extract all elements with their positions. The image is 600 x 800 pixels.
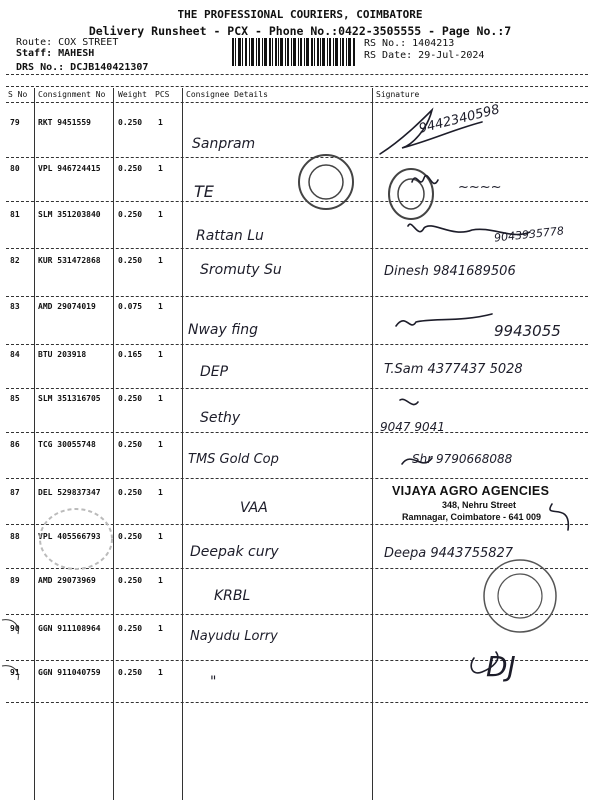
row-consignment: DEL 529837347 <box>38 488 101 497</box>
signature-handwriting: Shr 9790668088 <box>412 452 513 466</box>
signature-strokes <box>372 100 600 700</box>
row-weight: 0.250 <box>118 532 143 541</box>
row-pcs: 1 <box>158 164 163 173</box>
signature-handwriting: 9442340598 <box>417 102 502 137</box>
header-rule <box>6 74 588 75</box>
stamp-address-line1: 348, Nehru Street <box>442 500 517 510</box>
drs-number: DRS No.: DCJB140421307 <box>16 62 149 73</box>
row-sno: 80 <box>10 164 20 173</box>
col-header-consignment: Consignment No <box>38 90 106 99</box>
consignee-handwriting: VAA <box>240 500 268 516</box>
row-consignment: GGN 911040759 <box>38 668 101 677</box>
stamp-address-line2: Ramnagar, Coimbatore - 641 009 <box>402 512 542 522</box>
row-weight: 0.250 <box>118 394 143 403</box>
row-consignment: TCG 30055748 <box>38 440 96 449</box>
consignee-handwriting: Sromuty Su <box>200 262 282 278</box>
signature-handwriting: Dinesh 9841689506 <box>384 264 516 279</box>
col-header-weight: Weight <box>118 90 147 99</box>
row-consignment: SLM 351316705 <box>38 394 101 403</box>
consignee-handwriting: Rattan Lu <box>196 228 264 244</box>
row-pcs: 1 <box>158 576 163 585</box>
row-sno: 79 <box>10 118 20 127</box>
row-number-marks <box>0 614 34 694</box>
row-pcs: 1 <box>158 394 163 403</box>
row-weight: 0.250 <box>118 440 143 449</box>
signature-handwriting: ~~~~ <box>458 180 502 195</box>
row-consignment: KUR 531472868 <box>38 256 101 265</box>
header-rule <box>6 86 588 87</box>
consignee-handwriting: KRBL <box>214 588 251 604</box>
row-sno: 85 <box>10 394 20 403</box>
col-header-pcs: PCS <box>155 90 170 99</box>
staff-label: Staff: MAHESH <box>16 48 95 59</box>
row-pcs: 1 <box>158 256 163 265</box>
consignee-handwriting: Deepak cury <box>190 544 279 560</box>
row-pcs: 1 <box>158 118 163 127</box>
col-header-signature: Signature <box>376 90 420 99</box>
row-pcs: 1 <box>158 624 163 633</box>
row-weight: 0.075 <box>118 302 143 311</box>
column-divider <box>182 88 183 800</box>
row-weight: 0.250 <box>118 256 143 265</box>
consignee-handwriting: TMS Gold Cop <box>188 452 279 467</box>
consignee-handwriting: Sanpram <box>192 136 256 152</box>
row-sno: 91 <box>10 668 20 677</box>
row-consignment: RKT 9451559 <box>38 118 91 127</box>
row-consignment: GGN 911108964 <box>38 624 101 633</box>
row-pcs: 1 <box>158 440 163 449</box>
col-header-consignee: Consignee Details <box>186 90 268 99</box>
row-sno: 83 <box>10 302 20 311</box>
consignee-handwriting: Nayudu Lorry <box>190 629 278 644</box>
row-consignment: SLM 351203840 <box>38 210 101 219</box>
row-weight: 0.250 <box>118 668 143 677</box>
round-stamp-graphic <box>296 152 356 212</box>
row-weight: 0.250 <box>118 164 143 173</box>
row-pcs: 1 <box>158 668 163 677</box>
row-sno: 84 <box>10 350 20 359</box>
row-pcs: 1 <box>158 350 163 359</box>
column-divider <box>34 88 35 800</box>
row-consignment: BTU 203918 <box>38 350 87 359</box>
col-header-sno: S No <box>8 90 28 99</box>
signature-handwriting: DJ <box>486 650 516 683</box>
row-weight: 0.250 <box>118 118 143 127</box>
row-sno: 86 <box>10 440 20 449</box>
row-consignment: AMD 29073969 <box>38 576 96 585</box>
consignee-handwriting: DEP <box>200 364 229 380</box>
signature-handwriting: 9943055 <box>494 322 561 340</box>
consignee-handwriting: " <box>210 674 217 690</box>
row-sno: 89 <box>10 576 20 585</box>
stamp-company: VIJAYA AGRO AGENCIES <box>392 484 550 498</box>
row-weight: 0.250 <box>118 210 143 219</box>
row-consignment: VPL 946724415 <box>38 164 101 173</box>
row-separator <box>6 702 588 703</box>
row-consignment: AMD 29074019 <box>38 302 96 311</box>
consignee-handwriting: Nway fing <box>188 322 259 338</box>
signature-handwriting: T.Sam 4377437 5028 <box>384 362 523 377</box>
row-weight: 0.250 <box>118 576 143 585</box>
column-divider <box>113 88 114 800</box>
signature-handwriting: 9047 9041 <box>380 420 445 434</box>
row-pcs: 1 <box>158 488 163 497</box>
row-weight: 0.250 <box>118 624 143 633</box>
row-pcs: 1 <box>158 210 163 219</box>
signature-handwriting: 9043935778 <box>493 224 565 245</box>
signature-handwriting: Deepa 9443755827 <box>384 546 514 561</box>
row-consignment: VPL 405566793 <box>38 532 101 541</box>
row-sno: 81 <box>10 210 20 219</box>
row-pcs: 1 <box>158 532 163 541</box>
barcode <box>232 38 356 66</box>
row-pcs: 1 <box>158 302 163 311</box>
company-title: THE PROFESSIONAL COURIERS, COIMBATORE <box>177 8 423 21</box>
row-sno: 87 <box>10 488 20 497</box>
row-weight: 0.250 <box>118 488 143 497</box>
consignee-handwriting: TE <box>194 182 214 201</box>
row-sno: 90 <box>10 624 20 633</box>
rs-number: RS No.: 1404213 <box>364 38 455 49</box>
runsheet-subtitle: Delivery Runsheet - PCX - Phone No.:0422-3505555 - Page No.:7 <box>88 24 512 38</box>
consignee-handwriting: Sethy <box>200 410 241 426</box>
route-label: Route: COX STREET <box>16 37 119 48</box>
row-sno: 82 <box>10 256 20 265</box>
row-weight: 0.165 <box>118 350 143 359</box>
faded-stamp-graphic <box>36 504 116 574</box>
rs-date: RS Date: 29-Jul-2024 <box>364 50 485 61</box>
row-sno: 88 <box>10 532 20 541</box>
